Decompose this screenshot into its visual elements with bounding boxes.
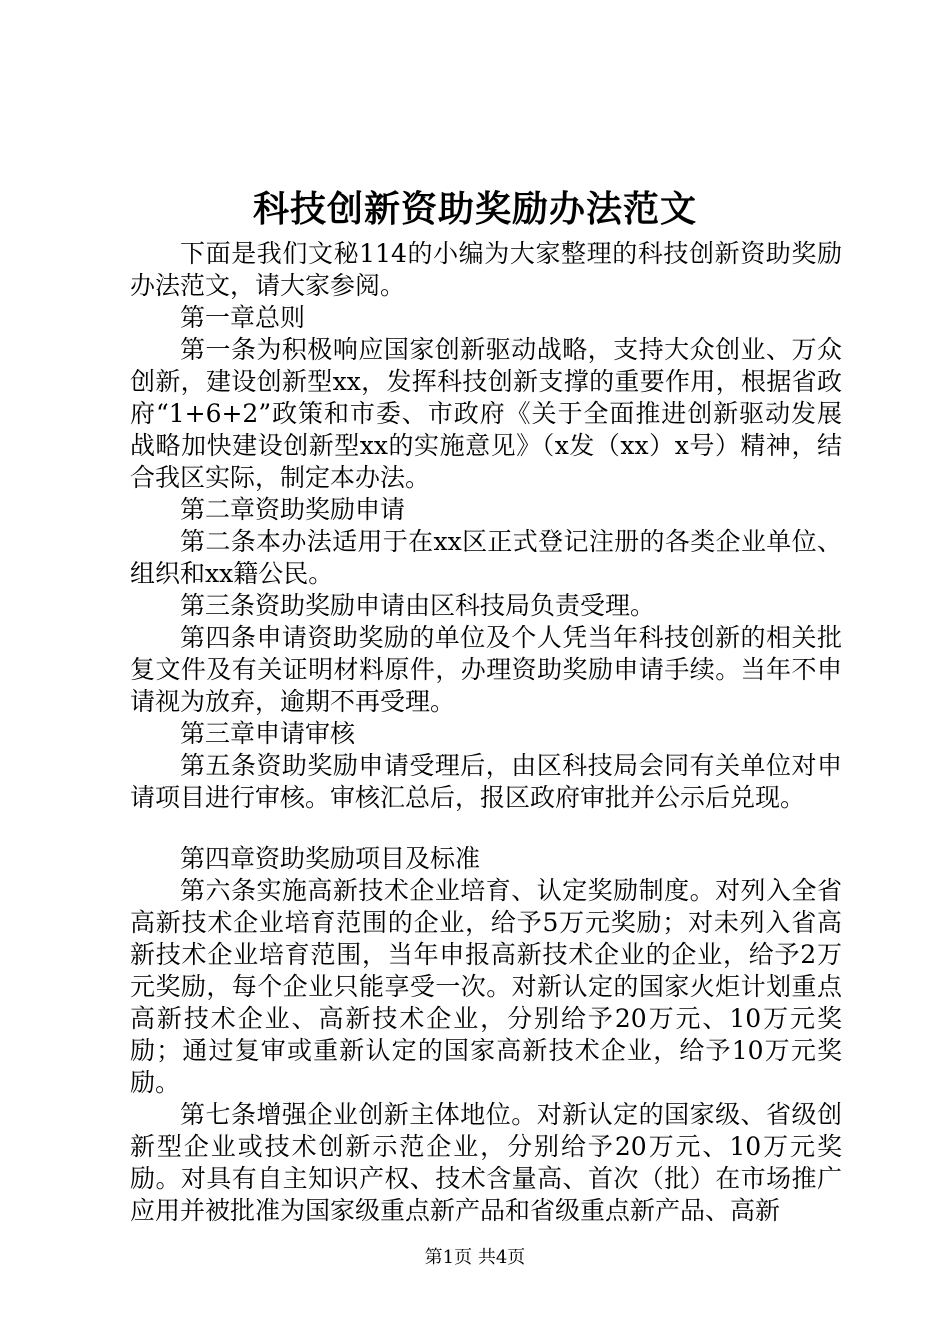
article-7: 第七条增强企业创新主体地位。对新认定的国家级、省级创新型企业或技术创新示范企业，分别给予20万元、10万元奖励。对具有自主知识产权、技术含量高、首次（批）在市场推广应用并被批准为国家级重点新产品和省级重点新产品、高新 bbox=[130, 1100, 842, 1225]
document-body bbox=[130, 238, 842, 1227]
chapter-heading-4: 第四章资助奖励项目及标准 bbox=[180, 844, 481, 873]
article-2: 第二条本办法适用于在xx区正式登记注册的各类企业单位、组织和xx籍公民。 bbox=[130, 527, 842, 588]
article-1: 第一条为积极响应国家创新驱动战略，支持大众创业、万众创新，建设创新型xx，发挥科技创新支撑的重要作用，根据省政府“1+6+2”政策和市委、市政府《关于全面推进创新驱动发展战略加快建设创新型xx的实施意见》（x发（xx）x号）精神，结合我区实际，制定本办法。 bbox=[130, 335, 842, 492]
document-title: 科技创新资助奖励办法范文 bbox=[252, 188, 697, 230]
page-footer: 第1页 共4页 bbox=[424, 1247, 526, 1268]
article-6: 第六条实施高新技术企业培育、认定奖励制度。对列入全省高新技术企业培育范围的企业，给予5万元奖励；对未列入省高新技术企业培育范围，当年申报高新技术企业的企业，给予2万元奖励，每个企业只能享受一次。对新认定的国家火炬计划重点高新技术企业、高新技术企业，分别给予20万元、10万元奖励；通过复审或重新认定的国家高新技术企业，给予10万元奖励。 bbox=[130, 876, 842, 1097]
chapter-heading-1: 第一章总则 bbox=[180, 303, 306, 332]
intro-paragraph: 下面是我们文秘114的小编为大家整理的科技创新资助奖励办法范文，请大家参阅。 bbox=[130, 239, 842, 300]
chapter-heading-3: 第三章申请审核 bbox=[180, 719, 356, 748]
chapter-heading-2: 第二章资助奖励申请 bbox=[180, 495, 406, 524]
article-4: 第四条申请资助奖励的单位及个人凭当年科技创新的相关批复文件及有关证明材料原件，办理资助奖励申请手续。当年不申请视为放弃，逾期不再受理。 bbox=[130, 623, 842, 716]
article-5: 第五条资助奖励申请受理后，由区科技局会同有关单位对申请项目进行审核。审核汇总后，报区政府审批并公示后兑现。 bbox=[130, 751, 842, 812]
article-3: 第三条资助奖励申请由区科技局负责受理。 bbox=[180, 591, 656, 620]
